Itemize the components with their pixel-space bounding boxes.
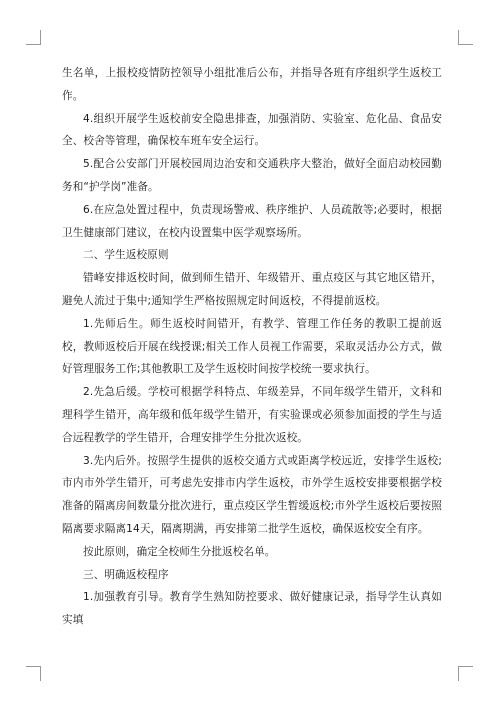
crop-mark-top-right bbox=[458, 30, 473, 45]
paragraph-procedure-1: 1.加强教育引导。教育学生熟知防控要求、做好健康记录，指导学生认真如实填 bbox=[62, 591, 442, 627]
section-heading-2: 二、学生返校原则 bbox=[83, 249, 169, 262]
paragraph-item-4: 4.组织开展学生返校前安全隐患排查，加强消防、实验室、危化品、食品安全、校舍等管理，确保校车班车安全运行。 bbox=[62, 112, 442, 148]
section-heading-3: 三、明确返校程序 bbox=[83, 568, 169, 581]
crop-mark-bottom-left bbox=[26, 666, 41, 681]
paragraph-principle-3: 3.先内后外。按照学生提供的返校交通方式或距离学校远近，安排学生返校;市内市外学生错开，可考虑先安排市内学生返校，市外学生返校安排要根据学校准备的隔离房间数量分批次进行，重点疫区学生暂缓返校;市外学生返校后要按照隔离要求隔离14天，隔离期满，再安排第二批学生返校，确保返校安全有序。 bbox=[62, 454, 442, 535]
crop-mark-top-left bbox=[26, 30, 41, 45]
paragraph-principle-1: 1.先师后生。师生返校时间错开，有教学、管理工作任务的教职工提前返校，教师返校后开展在线授课;相关工作人员视工作需要，采取灵活办公方式，做好管理服务工作;其他教职工及学生返校时间按学校统一要求执行。 bbox=[62, 317, 442, 376]
paragraph-continuation: 生名单，上报校疫情防控领导小组批准后公布，并指导各班有序组织学生返校工作。 bbox=[62, 67, 442, 102]
paragraph-item-6: 6.在应急处置过程中，负责现场警戒、秩序维护、人员疏散等;必要时，根据卫生健康部门建议，在校内设置集中医学观察场所。 bbox=[62, 203, 442, 239]
paragraph-principle-2: 2.先急后缓。学校可根据学科特点、年级差异，不同年级学生错开，文科和理科学生错开，高年级和低年级学生错开，有实验课或必须参加面授的学生与适合远程教学的学生错开，合理安排学生分批次返校。 bbox=[62, 386, 442, 444]
paragraph-principle-summary: 按此原则，确定全校师生分批返校名单。 bbox=[83, 545, 276, 558]
document-body bbox=[62, 62, 442, 632]
crop-mark-bottom-right bbox=[458, 666, 473, 681]
paragraph-item-5: 5.配合公安部门开展校园周边治安和交通秩序大整治，做好全面启动校园勤务和“护学岗”准备。 bbox=[62, 158, 442, 193]
paragraph-section-2-intro: 错峰安排返校时间，做到师生错开、年级错开、重点疫区与其它地区错开，避免人流过于集中;通知学生严格按照规定时间返校，不得提前返校。 bbox=[62, 272, 442, 307]
